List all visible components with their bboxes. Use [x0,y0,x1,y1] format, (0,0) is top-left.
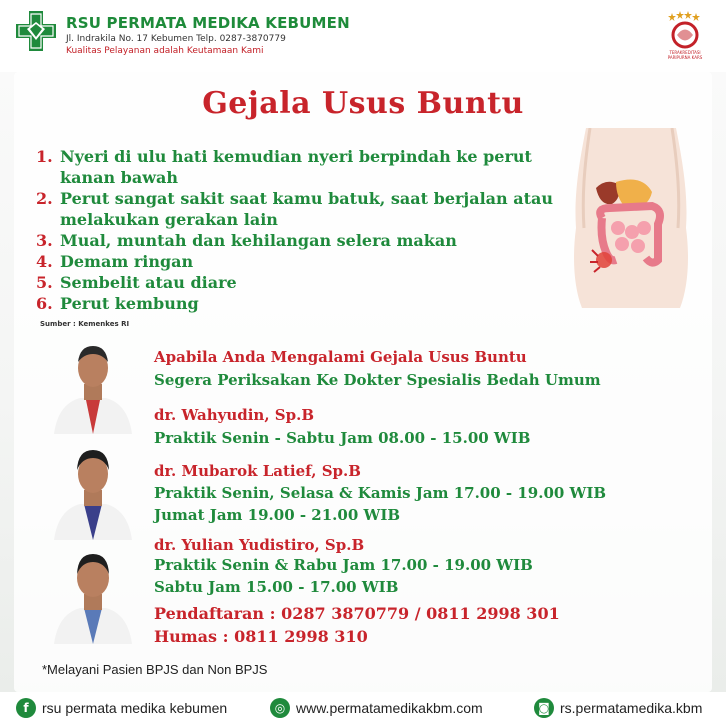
doctor-photo-2 [50,440,136,540]
badge-text: TERAKREDITASI PARIPURNA KARS [667,50,703,60]
list-text: Sembelit atau diare [60,273,237,292]
list-number: 4. [36,252,53,271]
header [0,0,726,72]
list-item [36,146,556,188]
doctor-schedule-1: Praktik Senin - Sabtu Jam 08.00 - 15.00 WIB [154,429,531,447]
list-number: 2. [36,189,53,208]
list-number: 1. [36,147,53,166]
humas-contact: Humas : 0811 2998 310 [154,627,368,646]
doctor-name-3: dr. Yulian Yudistiro, Sp.B [154,536,365,554]
list-item [36,188,556,230]
accreditation-badge [658,10,712,62]
footer [0,692,726,726]
doctor-name-1: dr. Wahyudin, Sp.B [154,406,315,424]
symptom-list [36,146,556,314]
doctor-photo-3 [50,544,136,644]
notice-line-1: Apabila Anda Mengalami Gejala Usus Buntu [154,348,527,366]
bpjs-note: *Melayani Pasien BPJS dan Non BPJS [42,662,268,677]
abdomen-illustration-icon [556,128,706,308]
doctor-photo-1 [50,334,136,434]
org-tagline: Kualitas Pelayanan adalah Keutamaan Kami [66,46,264,56]
source-note: Sumber : Kemenkes RI [40,320,130,328]
facebook-icon[interactable]: f [16,698,36,718]
doctor-name-2: dr. Mubarok Latief, Sp.B [154,462,361,480]
globe-icon[interactable]: ◎ [270,698,290,718]
page-title: Gejala Usus Buntu [202,86,524,121]
org-name: RSU PERMATA MEDIKA KEBUMEN [66,14,350,32]
accreditation-seal-icon [658,10,712,50]
list-item [36,272,556,293]
doctor-schedule-3b: Sabtu Jam 15.00 - 17.00 WIB [154,578,399,596]
notice-line-2: Segera Periksakan Ke Dokter Spesialis Bedah Umum [154,371,601,389]
doctor-schedule-2b: Jumat Jam 19.00 - 21.00 WIB [154,506,401,524]
list-text: Perut sangat sakit saat kamu batuk, saat berjalan atau melakukan gerakan lain [60,189,553,229]
list-text: Demam ringan [60,252,194,271]
list-text: Nyeri di ulu hati kemudian nyeri berpindah ke perut kanan bawah [60,147,532,187]
list-number: 5. [36,273,53,292]
list-item [36,230,556,251]
registration-contact: Pendaftaran : 0287 3870779 / 0811 2998 301 [154,604,560,623]
list-number: 6. [36,294,53,313]
instagram-icon[interactable]: ◙ [534,698,554,718]
list-item [36,251,556,272]
list-number: 3. [36,231,53,250]
doctor-schedule-2a: Praktik Senin, Selasa & Kamis Jam 17.00 - 19.00 WIB [154,484,607,502]
list-text: Mual, muntah dan kehilangan selera makan [60,231,457,250]
list-item [36,293,556,314]
org-address: Jl. Indrakila No. 17 Kebumen Telp. 0287-3870779 [66,34,286,44]
list-text: Perut kembung [60,294,199,313]
facebook-link[interactable]: rsu permata medika kebumen [42,700,228,716]
instagram-link[interactable]: rs.permatamedika.kbm [560,700,703,716]
doctor-schedule-3a: Praktik Senin & Rabu Jam 17.00 - 19.00 WIB [154,556,533,574]
hospital-logo-icon [14,9,58,53]
website-link[interactable]: www.permatamedikakbm.com [296,700,483,716]
